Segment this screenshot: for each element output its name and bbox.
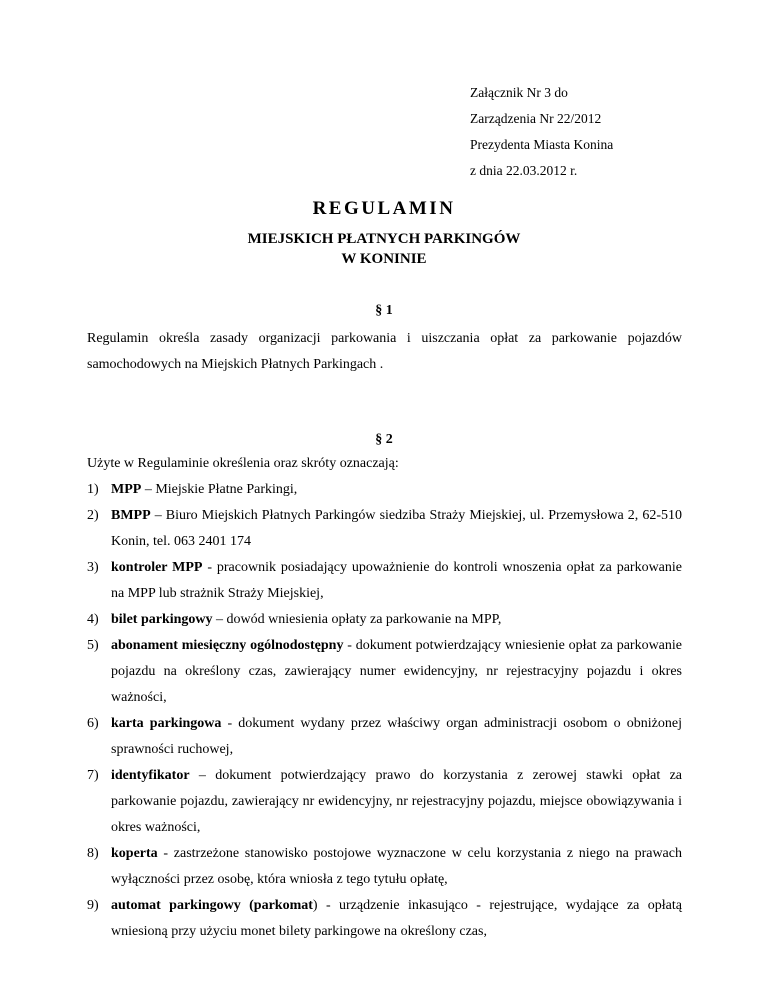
- item-number: 1): [87, 482, 99, 497]
- item-text: – Miejskie Płatne Parkingi,: [141, 482, 298, 497]
- item-text: – dokument potwierdzający prawo do korzystania z zerowej stawki opłat za parkowanie pojazdu, zawierający nr ewidencyjny, nr rejestracyjny pojazdu, miejsce obowiązywania i okres ważności,: [111, 768, 682, 835]
- item-text: - zastrzeżone stanowisko postojowe wyznaczone w celu korzystania z niego na prawach wyłączności przez osobę, która wniosła z tego tytułu opłatę,: [111, 846, 682, 887]
- document-subtitle-2: W KONINIE: [341, 251, 427, 267]
- item-text: – dowód wniesienia opłaty za parkowanie na MPP,: [212, 612, 502, 627]
- item-text: - dokument potwierdzający wniesienie opłat za parkowanie pojazdu na określony czas, zawierający numer ewidencyjny, nr rejestracyjny pojazdu i okres ważności,: [111, 638, 682, 705]
- list-item: [87, 607, 682, 633]
- item-term: MPP: [111, 482, 142, 497]
- list-item: [87, 503, 682, 555]
- section-2-heading: § 2: [375, 432, 393, 447]
- list-item: [87, 633, 682, 711]
- section-1-text: Regulamin określa zasady organizacji parkowania i uiszczania opłat za parkowanie pojazdów samochodowych na Miejskich Płatnych Parkingach .: [87, 331, 682, 372]
- item-text: - dokument wydany przez właściwy organ administracji osobom o obniżonej sprawności ruchowej,: [111, 716, 682, 757]
- item-term: automat parkingowy (parkomat: [111, 898, 313, 913]
- section-1-heading: § 1: [375, 303, 393, 318]
- item-number: 4): [87, 612, 99, 627]
- list-item: [87, 477, 682, 503]
- definitions-list: [87, 477, 682, 945]
- item-text: – Biuro Miejskich Płatnych Parkingów siedziba Straży Miejskiej, ul. Przemysłowa 2, 62-510 Konin, tel. 063 2401 174: [111, 508, 682, 549]
- annex-line-3: Prezydenta Miasta Konina: [470, 137, 614, 152]
- item-term: abonament miesięczny ogólnodostępny: [111, 638, 344, 653]
- item-term: bilet parkingowy: [111, 612, 213, 627]
- list-item: [87, 763, 682, 841]
- item-number: 3): [87, 560, 99, 575]
- item-number: 5): [87, 638, 99, 653]
- document-subtitle-1: MIEJSKICH PŁATNYCH PARKINGÓW: [247, 231, 521, 247]
- item-term: koperta: [111, 846, 158, 861]
- item-term: BMPP: [111, 508, 151, 523]
- list-item: [87, 841, 682, 893]
- item-number: 9): [87, 898, 99, 913]
- document-title: REGULAMIN: [312, 198, 456, 219]
- annex-line-2: Zarządzenia Nr 22/2012: [470, 111, 602, 126]
- item-term: kontroler MPP: [111, 560, 203, 575]
- item-term: karta parkingowa: [111, 716, 222, 731]
- section-2-intro: Użyte w Regulaminie określenia oraz skróty oznaczają:: [87, 456, 399, 471]
- list-item: [87, 555, 682, 607]
- item-number: 7): [87, 768, 99, 783]
- annex-line-1: Załącznik Nr 3 do: [470, 85, 568, 100]
- item-text: - pracownik posiadający upoważnienie do kontroli wnoszenia opłat za parkowanie na MPP lub strażnik Straży Miejskiej,: [111, 560, 683, 601]
- item-term: identyfikator: [111, 768, 190, 783]
- annex-note: [470, 80, 730, 184]
- list-item: [87, 893, 682, 945]
- item-text: ) - urządzenie inkasująco - rejestrujące, wydające za opłatą wniesioną przy użyciu monet bilety parkingowe na określony czas,: [111, 898, 682, 939]
- item-number: 6): [87, 716, 99, 731]
- list-item: [87, 711, 682, 763]
- annex-line-4: z dnia 22.03.2012 r.: [470, 163, 578, 178]
- item-number: 2): [87, 508, 99, 523]
- item-number: 8): [87, 846, 99, 861]
